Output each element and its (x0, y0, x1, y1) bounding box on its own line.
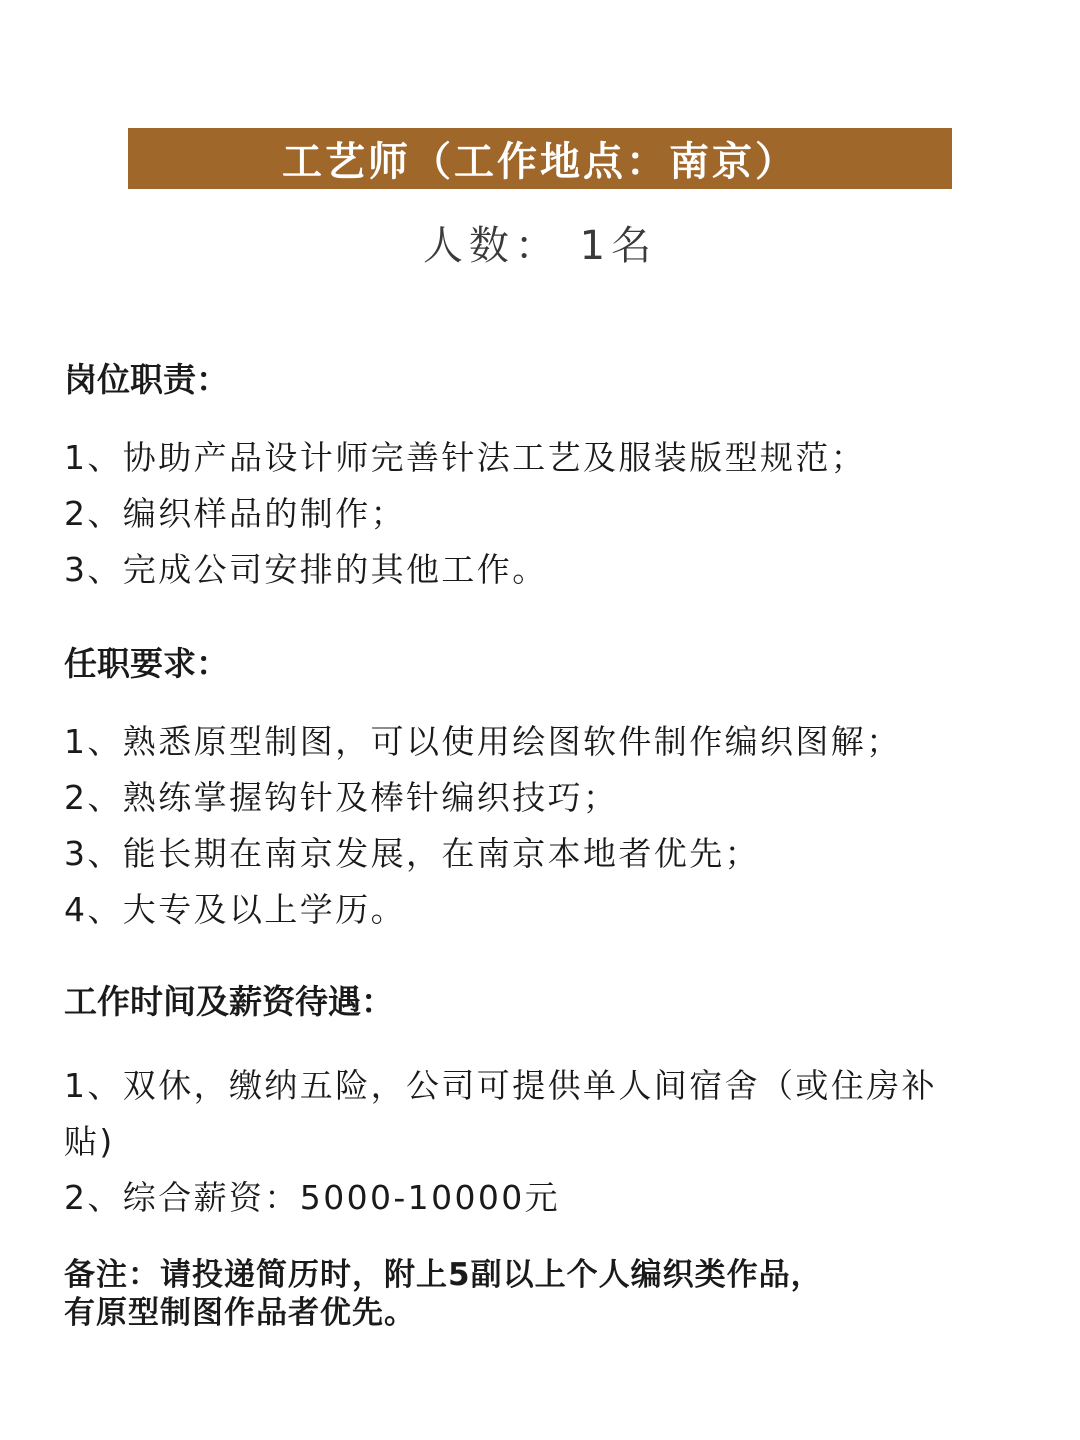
application-note (64, 1256, 964, 1332)
benefits-list (64, 1058, 1024, 1226)
requirement-item: 3、能长期在南京发展，在南京本地者优先； (64, 834, 760, 873)
requirements-list (64, 714, 1024, 938)
page-title: 工艺师（工作地点：南京） (282, 139, 798, 185)
duties-section (64, 360, 1024, 598)
requirement-item: 4、大专及以上学历。 (64, 890, 406, 929)
duty-item: 1、协助产品设计师完善针法工艺及服装版型规范； (64, 438, 867, 477)
requirement-item: 1、熟悉原型制图，可以使用绘图软件制作编织图解； (64, 722, 902, 761)
benefit-item: 2、综合薪资：5000-10000元 (64, 1178, 561, 1217)
requirements-heading: 任职要求： (64, 644, 229, 683)
duties-list (64, 430, 1024, 598)
duty-item: 2、编织样品的制作； (64, 494, 406, 533)
duty-item: 3、完成公司安排的其他工作。 (64, 550, 548, 589)
note-line: 备注：请投递简历时，附上5副以上个人编织类作品， (64, 1257, 823, 1293)
requirements-section (64, 644, 1024, 938)
title-banner (128, 128, 952, 189)
requirement-item: 2、熟练掌握钩针及棒针编织技巧； (64, 778, 619, 817)
benefits-section (64, 982, 1024, 1226)
benefits-heading: 工作时间及薪资待遇： (64, 982, 394, 1021)
note-line: 有原型制图作品者优先。 (64, 1295, 416, 1331)
duties-heading: 岗位职责： (64, 360, 229, 399)
headcount-text: 人数： 1名 (422, 223, 658, 269)
benefit-item: 1、双休，缴纳五险，公司可提供单人间宿舍（或住房补贴) (64, 1066, 937, 1161)
